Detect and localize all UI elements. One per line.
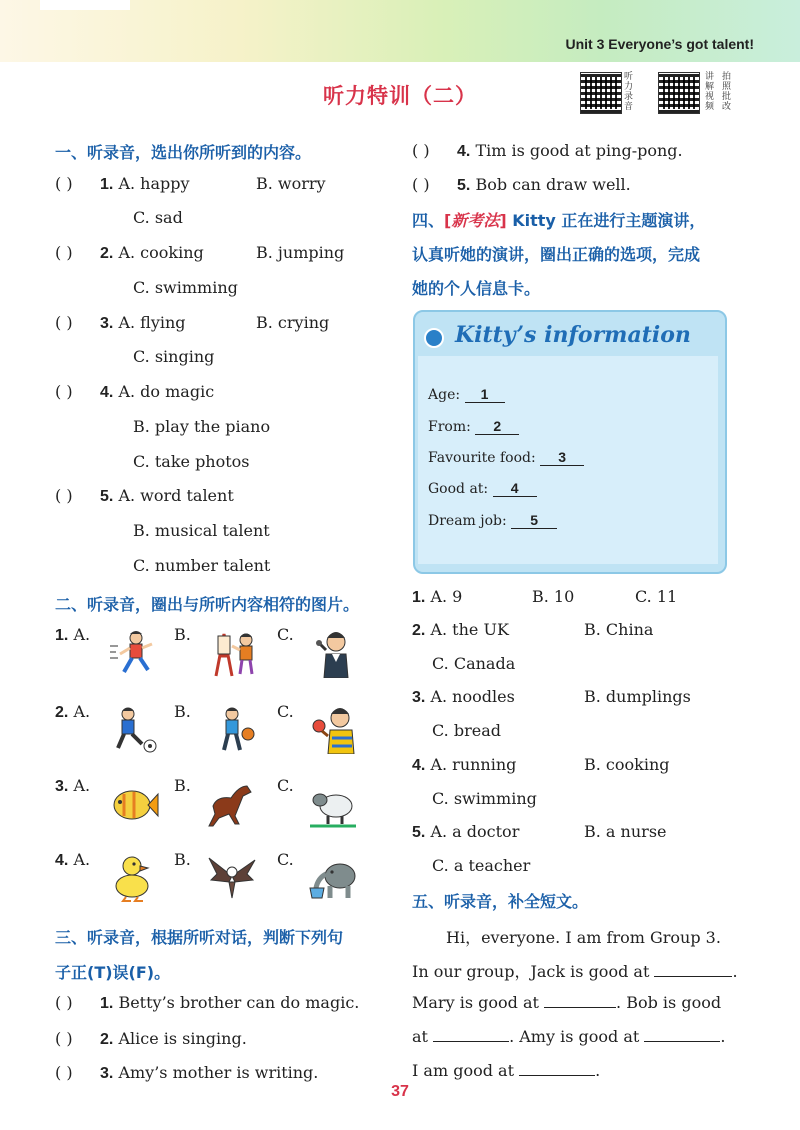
option-c[interactable]: C. 11 bbox=[635, 587, 678, 606]
field-label: Age: bbox=[428, 387, 461, 403]
passage-line-5: I am good at bbox=[412, 1061, 515, 1080]
option-c: C. sad bbox=[133, 208, 183, 227]
answer-paren[interactable]: ( ) bbox=[55, 993, 73, 1012]
passage-line-2: In our group，Jack is good at bbox=[412, 962, 650, 981]
blank-good-at[interactable]: 4 bbox=[493, 480, 537, 497]
q-number: 3. bbox=[100, 315, 114, 332]
option-c-label: C. bbox=[277, 625, 294, 644]
passage-line-1: Hi，everyone. I am from Group 3. bbox=[446, 928, 721, 947]
answer-paren[interactable]: ( ) bbox=[55, 243, 73, 262]
passage-line-4a: at bbox=[412, 1027, 428, 1046]
answer-paren[interactable]: ( ) bbox=[55, 174, 73, 193]
option-a: A. do magic bbox=[118, 382, 215, 401]
soccer-boy-icon[interactable] bbox=[108, 704, 158, 754]
page-title: 听力特训（二） bbox=[323, 84, 477, 108]
field-label: Good at: bbox=[428, 481, 489, 497]
fish-icon[interactable] bbox=[110, 780, 160, 830]
statement: Bob can draw well. bbox=[475, 175, 631, 194]
q-number: 4. bbox=[55, 852, 69, 869]
option-c: C. number talent bbox=[133, 556, 271, 575]
option-b-label: B. bbox=[174, 850, 191, 869]
statement: Alice is singing. bbox=[118, 1029, 247, 1048]
info-card-title: Kitty’s information bbox=[455, 322, 691, 348]
q-number: 5. bbox=[412, 824, 426, 841]
option-a: A. word talent bbox=[118, 486, 234, 505]
qr-label-1: 听力录音 bbox=[624, 72, 634, 112]
blank-age[interactable]: 1 bbox=[465, 386, 505, 403]
qr-label-2: 讲解视频 bbox=[705, 72, 715, 112]
q-number: 3. bbox=[412, 689, 426, 706]
option-b: B. jumping bbox=[256, 243, 345, 262]
statement: Amy’s mother is writing. bbox=[118, 1063, 319, 1082]
q-number: 1. bbox=[412, 589, 426, 606]
section-3-title-line2: 子正(T)误(F)。 bbox=[55, 963, 171, 982]
horse-icon[interactable] bbox=[205, 780, 255, 830]
blank-dream-job[interactable]: 5 bbox=[511, 512, 557, 529]
option-a[interactable]: A. 9 bbox=[430, 587, 463, 606]
q-number: 1. bbox=[55, 627, 69, 644]
option-b: B. play the piano bbox=[133, 417, 271, 436]
option-b[interactable]: B. China bbox=[584, 620, 654, 639]
option-a-label: A. bbox=[73, 702, 91, 721]
option-a-label: A. bbox=[73, 850, 91, 869]
section-2-title: 二、听录音，圈出与所听内容相符的图片。 bbox=[55, 595, 360, 614]
option-c: C. singing bbox=[133, 347, 215, 366]
field-label: Dream job: bbox=[428, 513, 507, 529]
period: . bbox=[732, 962, 738, 981]
passage-line-4b: . Amy is good at bbox=[509, 1027, 640, 1046]
elephant-icon[interactable] bbox=[308, 852, 358, 902]
field-label: From: bbox=[428, 419, 471, 435]
option-c: C. swimming bbox=[133, 278, 238, 297]
section-1-title: 一、听录音，选出你所听到的内容。 bbox=[55, 143, 312, 162]
option-b[interactable]: B. dumplings bbox=[584, 687, 691, 706]
blank-favourite-food[interactable]: 3 bbox=[540, 449, 584, 466]
q-number: 4. bbox=[412, 757, 426, 774]
section-4-title-line1: Kitty 正在进行主题演讲， bbox=[512, 211, 706, 230]
option-b-label: B. bbox=[174, 702, 191, 721]
q-number: 5. bbox=[100, 488, 114, 505]
option-b[interactable]: B. cooking bbox=[584, 755, 670, 774]
q-number: 2. bbox=[100, 245, 114, 262]
period: . bbox=[720, 1027, 726, 1046]
option-a: A. happy bbox=[118, 174, 190, 193]
option-b[interactable]: B. 10 bbox=[532, 587, 575, 606]
q-number: 1. bbox=[100, 176, 114, 193]
section-4-title-line3: 她的个人信息卡。 bbox=[412, 279, 541, 298]
option-a-label: A. bbox=[73, 776, 91, 795]
q-number: 5. bbox=[457, 177, 471, 194]
q-number: 3. bbox=[55, 778, 69, 795]
answer-paren[interactable]: ( ) bbox=[55, 313, 73, 332]
section-3-title-line1: 三、听录音，根据所听对话，判断下列句 bbox=[55, 928, 344, 947]
qr-label-3: 拍照批改 bbox=[722, 72, 732, 112]
statement: Betty’s brother can do magic. bbox=[118, 993, 360, 1012]
answer-paren[interactable]: ( ) bbox=[55, 486, 73, 505]
answer-paren[interactable]: ( ) bbox=[55, 1063, 73, 1082]
option-c-label: C. bbox=[277, 702, 294, 721]
q-number: 2. bbox=[412, 622, 426, 639]
passage-line-3b: . Bob is good bbox=[616, 993, 722, 1012]
q-number: 2. bbox=[55, 704, 69, 721]
header-notch bbox=[40, 0, 130, 10]
option-c[interactable]: C. a teacher bbox=[432, 856, 531, 875]
section-5-title: 五、听录音，补全短文。 bbox=[412, 892, 589, 911]
section-4-number: 四、 bbox=[412, 211, 445, 230]
option-a: A. cooking bbox=[118, 243, 204, 262]
passage-line-3a: Mary is good at bbox=[412, 993, 539, 1012]
basketball-boy-icon[interactable] bbox=[210, 704, 260, 754]
option-c-label: C. bbox=[277, 850, 294, 869]
option-c[interactable]: C. Canada bbox=[432, 654, 516, 673]
q-number: 4. bbox=[457, 143, 471, 160]
q-number: 2. bbox=[100, 1031, 114, 1048]
option-a: A. flying bbox=[118, 313, 186, 332]
new-method-tag: 新考法 bbox=[451, 211, 500, 230]
running-boy-icon[interactable] bbox=[108, 628, 158, 678]
blank-bob[interactable] bbox=[433, 1041, 509, 1042]
option-b: B. musical talent bbox=[133, 521, 270, 540]
option-c-label: C. bbox=[277, 776, 294, 795]
period: . bbox=[595, 1061, 601, 1080]
option-c[interactable]: C. bread bbox=[432, 721, 501, 740]
blank-amy[interactable] bbox=[644, 1041, 720, 1042]
eagle-icon[interactable] bbox=[207, 852, 257, 902]
section-4-title-line2: 认真听她的演讲，圈出正确的选项，完成 bbox=[412, 245, 701, 264]
answer-paren[interactable]: ( ) bbox=[55, 1029, 73, 1048]
sheep-icon[interactable] bbox=[308, 780, 358, 830]
blank-from[interactable]: 2 bbox=[475, 418, 519, 435]
card-bullet-icon bbox=[424, 328, 444, 348]
q-number: 3. bbox=[100, 1065, 114, 1082]
option-b-label: B. bbox=[174, 625, 191, 644]
singing-man-icon[interactable] bbox=[310, 628, 360, 678]
option-a-label: A. bbox=[73, 625, 91, 644]
page-number: 37 bbox=[391, 1083, 409, 1100]
option-a[interactable]: A. a doctor bbox=[430, 822, 520, 841]
answer-paren[interactable]: ( ) bbox=[412, 175, 430, 194]
statement: Tim is good at ping-pong. bbox=[475, 141, 683, 160]
unit-title: Unit 3 Everyone’s got talent! bbox=[565, 36, 754, 52]
painting-boy-icon[interactable] bbox=[210, 628, 260, 678]
duck-icon[interactable] bbox=[110, 852, 160, 902]
q-number: 1. bbox=[100, 995, 114, 1012]
answer-paren[interactable]: ( ) bbox=[412, 141, 430, 160]
blank-jack[interactable] bbox=[654, 976, 732, 977]
pingpong-boy-icon[interactable] bbox=[310, 704, 360, 754]
field-label: Favourite food: bbox=[428, 450, 536, 466]
answer-paren[interactable]: ( ) bbox=[55, 382, 73, 401]
option-c[interactable]: C. swimming bbox=[432, 789, 537, 808]
qr-code-icon-2[interactable] bbox=[658, 72, 700, 114]
option-a[interactable]: A. running bbox=[430, 755, 517, 774]
option-b: B. crying bbox=[256, 313, 330, 332]
option-c: C. take photos bbox=[133, 452, 250, 471]
option-a[interactable]: A. the UK bbox=[430, 620, 509, 639]
option-b: B. worry bbox=[256, 174, 326, 193]
blank-me[interactable] bbox=[519, 1075, 595, 1076]
q-number: 4. bbox=[100, 384, 114, 401]
option-a[interactable]: A. noodles bbox=[430, 687, 515, 706]
option-b-label: B. bbox=[174, 776, 191, 795]
qr-code-icon[interactable] bbox=[580, 72, 622, 114]
option-b[interactable]: B. a nurse bbox=[584, 822, 667, 841]
blank-mary[interactable] bbox=[544, 1007, 616, 1008]
